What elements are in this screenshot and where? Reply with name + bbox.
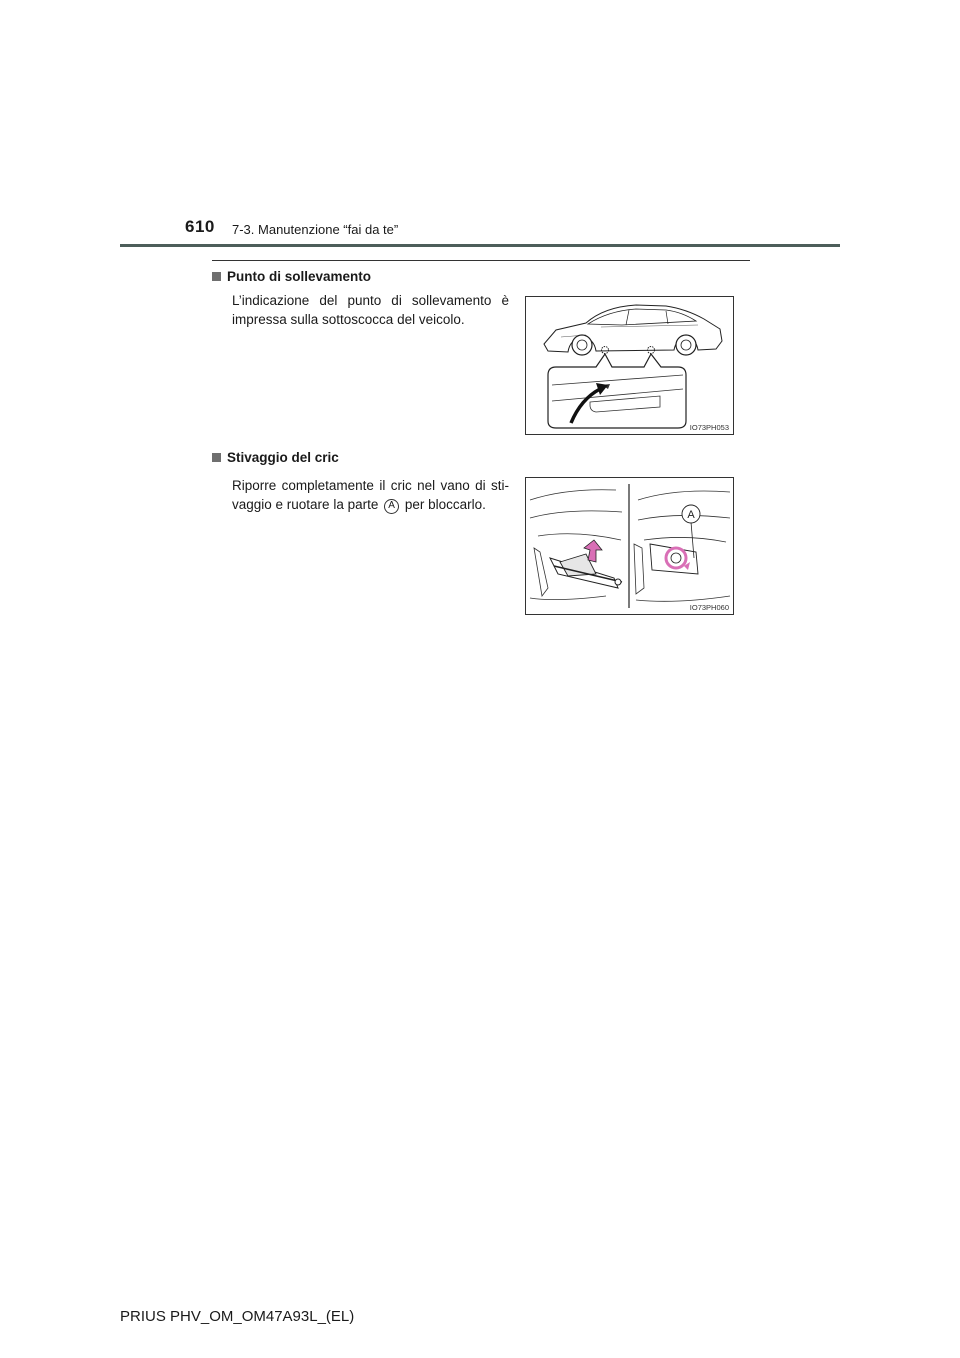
header-rule: [120, 244, 840, 247]
paragraph-jack-storage-text-end: per bloccarlo.: [404, 497, 486, 512]
figure-code-jack: IO73PH060: [689, 603, 729, 612]
figure-code-lifting: IO73PH053: [689, 423, 729, 432]
paragraph-jack-storage-text: Riporre completamente il cric nel vano di sti-vaggio e ruotare la parte: [232, 478, 509, 512]
heading-lifting-point: [212, 269, 371, 284]
car-lifting-illustration: [526, 297, 733, 434]
paragraph-jack-storage: [232, 476, 509, 514]
content-rule: [212, 260, 750, 261]
marker-a: A: [384, 499, 399, 514]
jack-storage-illustration: [526, 478, 733, 614]
heading-jack-storage-text: Stivaggio del cric: [227, 450, 339, 465]
heading-jack-storage: [212, 450, 339, 465]
square-bullet-icon: [212, 272, 221, 281]
page-number: 610: [185, 217, 215, 236]
section-title: 7-3. Manutenzione “fai da te”: [232, 222, 399, 237]
heading-lifting-point-text: Punto di sollevamento: [227, 269, 372, 284]
figure-label-a: A: [687, 509, 695, 521]
square-bullet-icon: [212, 453, 221, 462]
footer-document-id: PRIUS PHV_OM_OM47A93L_(EL): [120, 1308, 355, 1325]
paragraph-lifting-point: L’indicazione del punto di sollevamento è impressa sulla sottoscocca del veicolo.: [232, 293, 509, 327]
figure-jack-storage: [525, 477, 734, 615]
figure-lifting-point: [525, 296, 734, 435]
